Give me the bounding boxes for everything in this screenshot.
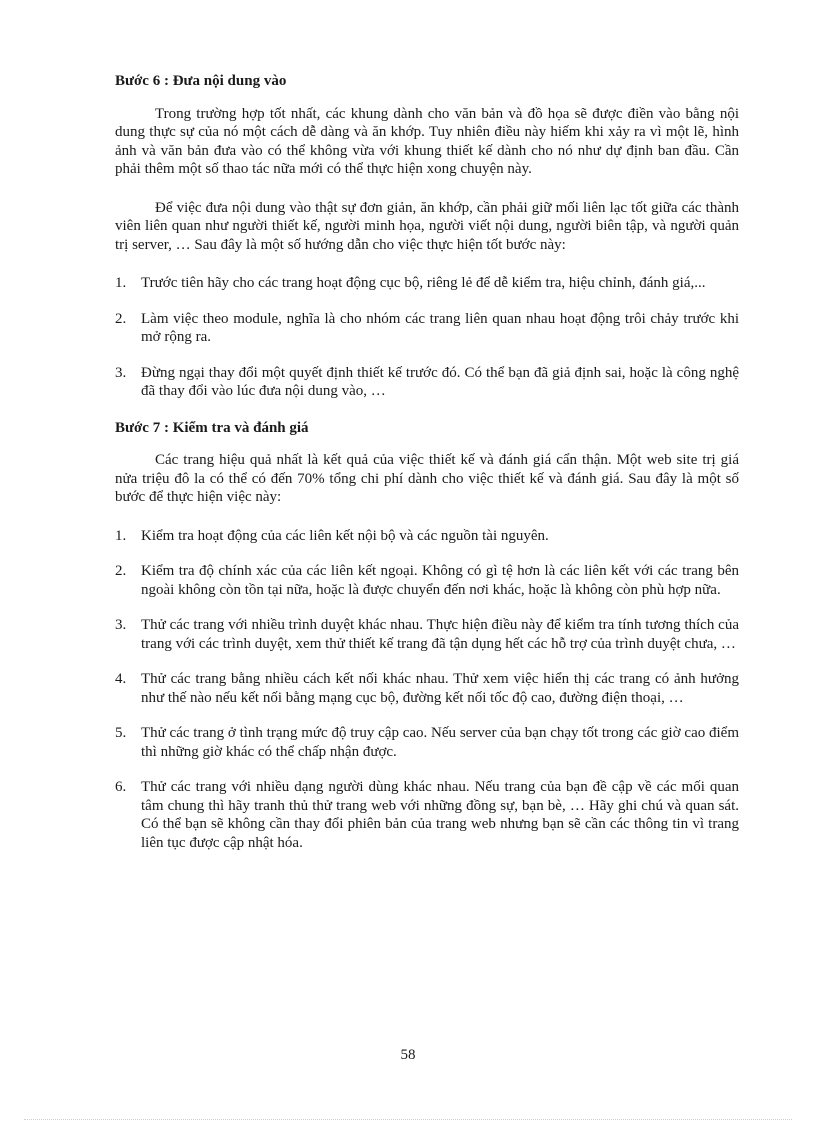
list-item <box>115 310 739 347</box>
list-item <box>115 616 739 653</box>
list-item-number: 2. <box>115 310 127 327</box>
list-item-text: Kiểm tra hoạt động của các liên kết nội bộ và các nguồn tài nguyên. <box>141 527 549 544</box>
list-item-number: 5. <box>115 725 127 741</box>
section-7-paragraph-1: Các trang hiệu quả nhất là kết quả của việc thiết kế và đánh giá cẩn thận. Một web site trị giá nửa triệu đô la có thể có đến 70% tổng chi phí dành cho việc thiết kế và đánh giá. Sau đây là một số bước để thực hiện việc này: <box>115 452 739 505</box>
page-bottom-divider <box>24 1119 792 1120</box>
document-page <box>115 72 739 870</box>
list-item <box>115 778 739 852</box>
list-item-number: 3. <box>115 364 127 381</box>
list-item-text: Làm việc theo module, nghĩa là cho nhóm các trang liên quan nhau hoạt động trôi chảy trước khi mở rộng ra. <box>141 310 739 345</box>
list-item-text: Thử các trang với nhiều dạng người dùng khác nhau. Nếu trang của bạn đề cập về các mối quan tâm chung thì hãy tranh thủ thử trang web với những đồng sự, bạn bè, … Hãy ghi chú và quan sát. Có thể bạn sẽ không cần thay đổi phiên bản của trang web nhưng bạn sẽ cần các thông tin vì trang liên tục được cập nhật hóa. <box>141 779 739 851</box>
list-item-number: 1. <box>115 275 127 291</box>
list-item-text: Kiểm tra độ chính xác của các liên kết ngoại. Không có gì tệ hơn là các liên kết với các trang bên ngoài không còn tồn tại nữa, hoặc là được chuyển đến nơi khác, hoặc là không còn phù hợp nữa. <box>141 563 739 598</box>
list-item <box>115 274 739 293</box>
list-item-number: 3. <box>115 617 127 633</box>
list-item-text: Trước tiên hãy cho các trang hoạt động cục bộ, riêng lẻ để dễ kiểm tra, hiệu chỉnh, đánh giá,... <box>141 275 706 291</box>
list-item-number: 2. <box>115 563 127 579</box>
list-item <box>115 724 739 761</box>
section-7-list <box>115 527 739 853</box>
list-item-number: 1. <box>115 527 127 544</box>
list-item-number: 4. <box>115 671 127 687</box>
section-6-heading: Bước 6 : Đưa nội dung vào <box>115 73 287 89</box>
list-item-text: Thử các trang bằng nhiều cách kết nối khác nhau. Thử xem việc hiển thị các trang có ảnh hưởng như thế nào nếu kết nối bằng mạng cục bộ, đường kết nối tốc độ cao, đường điện thoại, … <box>141 671 739 706</box>
list-item <box>115 562 739 599</box>
list-item-text: Thử các trang với nhiều trình duyệt khác nhau. Thực hiện điều này để kiểm tra tính tương thích của trang với các trình duyệt, xem thử thiết kế trang đã tận dụng hết các hỗ trợ của trình duyệt chưa, … <box>141 617 739 652</box>
list-item-number: 6. <box>115 779 127 795</box>
page-number: 58 <box>400 1047 416 1063</box>
section-7-heading: Bước 7 : Kiểm tra và đánh giá <box>115 419 309 436</box>
list-item-text: Đừng ngại thay đổi một quyết định thiết kế trước đó. Có thể bạn đã giả định sai, hoặc là công nghệ đã thay đổi vào lúc đưa nội dung vào, … <box>141 364 739 399</box>
list-item <box>115 364 739 401</box>
list-item <box>115 670 739 707</box>
list-item <box>115 527 739 546</box>
list-item-text: Thử các trang ở tình trạng mức độ truy cập cao. Nếu server của bạn chạy tốt trong các giờ cao điểm thì những giờ khác có thể chấp nhận được. <box>141 725 739 760</box>
section-6-list <box>115 274 739 401</box>
section-6-paragraph-1: Trong trường hợp tốt nhất, các khung dành cho văn bản và đồ họa sẽ được điền vào bằng nội dung thực sự của nó một cách dễ dàng và ăn khớp. Tuy nhiên điều này hiếm khi xảy ra vì một lẽ, hình ảnh và văn bản đưa vào có thể không vừa với khung thiết kế dành cho nó như dự định ban đầu. Cần phải thêm một số thao tác nữa mới có thể thực hiện xong chuyện này. <box>115 105 739 177</box>
section-6-paragraph-2: Để việc đưa nội dung vào thật sự đơn giản, ăn khớp, cần phải giữ mối liên lạc tốt giữa các thành viên liên quan như người thiết kế, người minh họa, người viết nội dung, người biên tập, và người quản trị server, … Sau đây là một số hướng dẫn cho việc thực hiện tốt bước này: <box>115 199 739 253</box>
